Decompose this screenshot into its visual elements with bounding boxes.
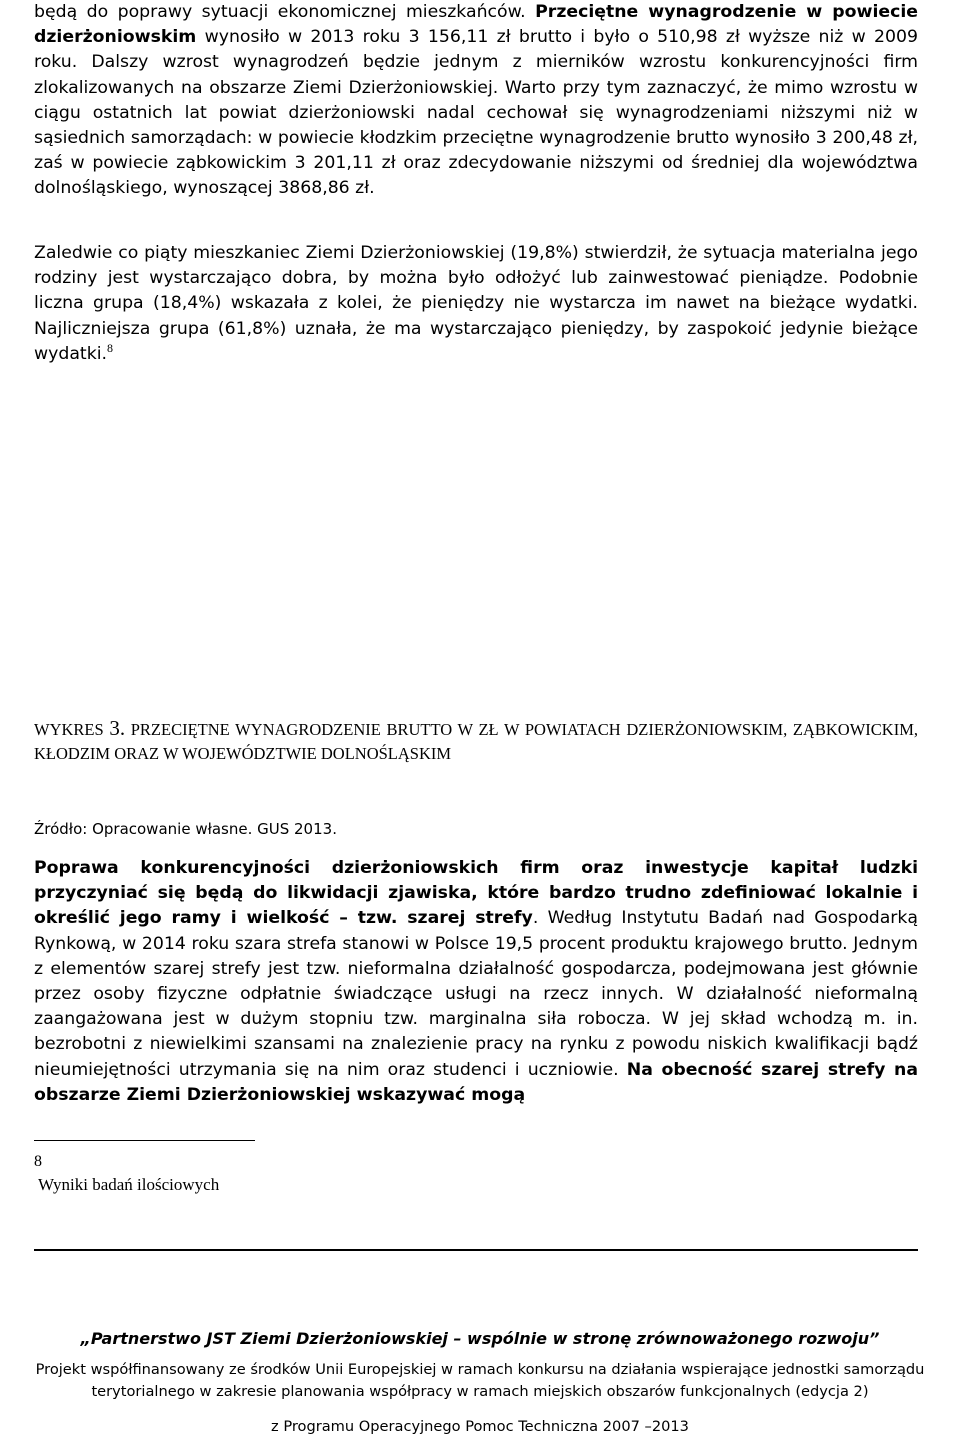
- paragraph-material-situation-text: Zaledwie co piąty mieszkaniec Ziemi Dzierżoniowskiej (19,8%) stwierdził, że sytuacja materialna jego rodziny jest wystarczająco dobra, by można było odłożyć lub zainwestować pieniądze. Podobnie liczna grupa (18,4%) wskazała z kolei, że pieniędzy nie wystarcza im nawet na bieżące wydatki. Najliczniejsza grupa (61,8%) uznała, że ma wystarczająco pieniędzy, by zaspokoić jedynie bieżące wydatki.: [34, 243, 918, 364]
- footnote-number: 8: [34, 1153, 42, 1170]
- footer-funding-line-1: Projekt współfinansowany ze środków Unii Europejskiej w ramach konkursu na działania wspierające jednostki samorządu: [35, 1361, 925, 1378]
- footer-divider: [34, 1249, 918, 1251]
- footnote-text: Wyniki badań ilościowych: [38, 1175, 220, 1194]
- paragraph-salaries-body: wynosiło w 2013 roku 3 156,11 zł brutto i było o 510,98 zł wyższe niż w 2009 roku. Dalszy wzrost wynagrodzeń będzie jednym z mierników wzrostu konkurencyjności firm zlokalizowanych na obszarze Ziemi Dzierżoniowskiej. Warto przy tym zaznaczyć, że mimo wzrostu w ciągu ostatnich lat powiat dzierżoniowski nadal cechował się wynagrodzeniami niższymi niż w sąsiednich samorządach: w powiecie kłodzkim przeciętne wynagrodzenie brutto wynosiło 3 200,48 zł, zaś w powiecie ząbkowickim 3 201,11 zł oraz zdecydowanie niższymi od średniej dla województwa dolnośląskiego, wynoszącej 3868,86 zł.: [34, 27, 918, 199]
- figure-number: 3.: [109, 716, 126, 740]
- footnote-divider: [34, 1140, 255, 1141]
- paragraph-material-situation: [34, 241, 918, 367]
- footer-project-title: „Partnerstwo JST Ziemi Dzierżoniowskiej – wspólnie w stronę zrównoważonego rozwoju”: [80, 1329, 880, 1348]
- figure-title: PRZECIĘTNE WYNAGRODZENIE BRUTTO W ZŁ W POWIATACH DZIERŻONIOWSKIM, ZĄBKOWICKIM, KŁODZIM ORAZ W WOJEWÓDZTWIE DOLNOŚLĄSKIM: [34, 720, 918, 763]
- figure-source: Źródło: Opracowanie własne. GUS 2013.: [34, 820, 337, 838]
- paragraph-grey-economy-body: . Według Instytutu Badań nad Gospodarką Rynkową, w 2014 roku szara strefa stanowi w Polsce 19,5 procent produktu krajowego brutto. Jednym z elementów szarej strefy jest tzw. nieformalna działalność gospodarcza, podejmowana jest głównie przez osoby fizyczne odpłatnie świadczące usługi na rzecz innych. W działalność nieformalną zaangażowana jest w dużym stopniu tzw. marginalna siła robocza. W jej skład wchodzą m. in. bezrobotni z niewielkimi szansami na znalezienie pracy na rynku z powodu niskich kwalifikacji bądź nieumiejętności utrzymania się na nim oraz studenci i uczniowie.: [34, 908, 918, 1080]
- figure-caption: [34, 716, 918, 766]
- paragraph-salaries-bold: Przeciętne wynagrodzenie w powiecie dzierżoniowskim: [34, 2, 918, 48]
- paragraph-grey-economy-bold-intro: Poprawa konkurencyjności dzierżoniowskich firm oraz inwestycje kapitał ludzki przyczyniać się będą do likwidacji zjawiska, które bardzo trudno zdefiniować lokalnie i określić jego ramy i wielkość – tzw. szarej strefy: [34, 858, 918, 929]
- paragraph-salaries: [34, 0, 918, 202]
- footer-funding-line-2: terytorialnego w zakresie planowania współpracy w ramach miejskich obszarów funkcjonalnych (edycja 2): [91, 1383, 869, 1400]
- paragraph-grey-economy-bold-end: Na obecność szarej strefy na obszarze Ziemi Dzierżoniowskiej wskazywać mogą: [34, 1059, 919, 1105]
- footer-program-line: z Programu Operacyjnego Pomoc Techniczna 2007 –2013: [271, 1418, 689, 1435]
- footnote-reference[interactable]: 8: [107, 340, 113, 355]
- paragraph-salaries-intro: będą do poprawy sytuacji ekonomicznej mieszkańców.: [34, 2, 536, 22]
- paragraph-grey-economy: [34, 856, 918, 1108]
- figure-label: WYKRES: [34, 720, 104, 739]
